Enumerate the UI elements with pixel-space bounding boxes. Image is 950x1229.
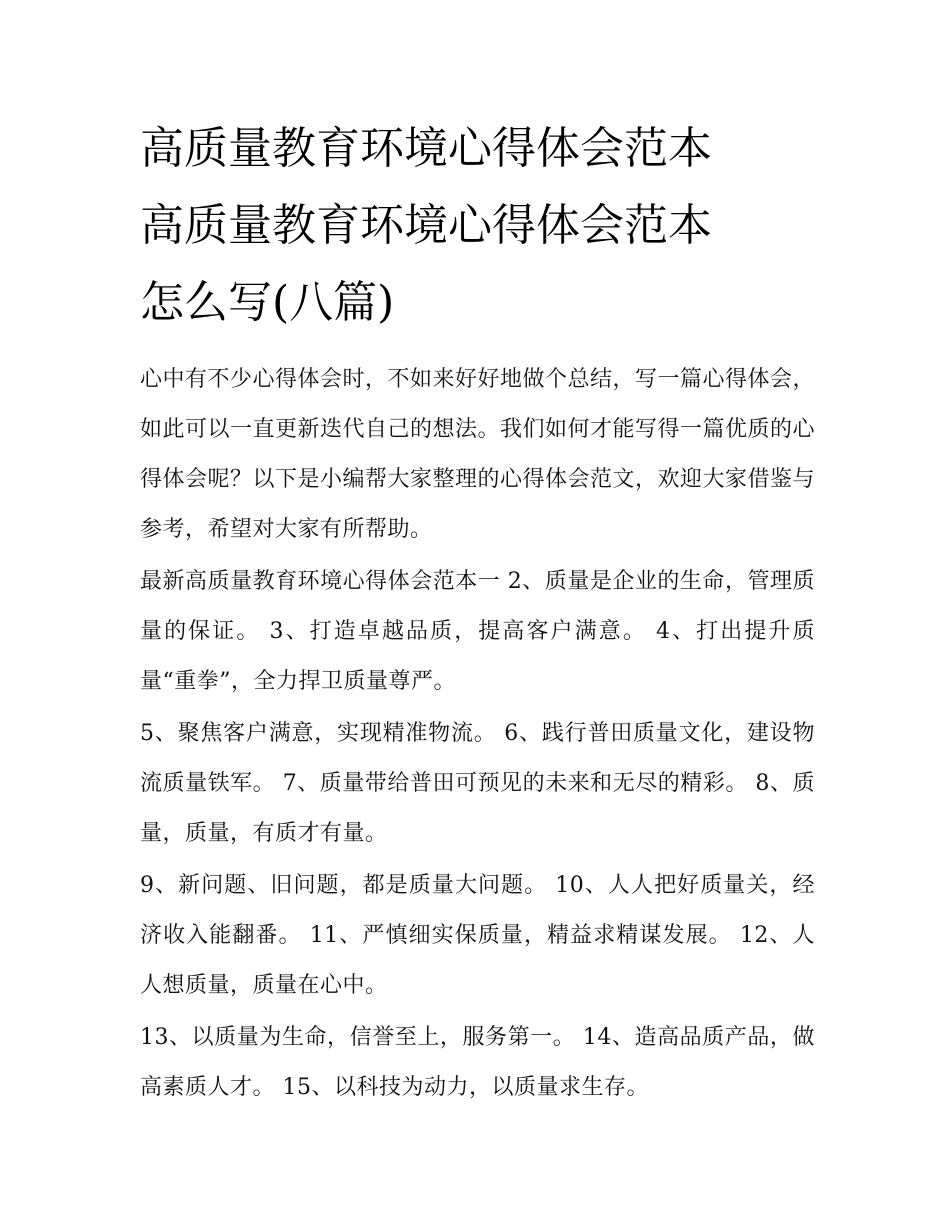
intro-paragraph: 心中有不少心得体会时，不如来好好地做个总结，写一篇心得体会，如此可以一直更新迭代自己的想法。我们如何才能写得一篇优质的心得体会呢？以下是小编帮大家整理的心得体会范文，欢迎大家借鉴与参考，希望对大家有所帮助。 bbox=[140, 367, 816, 542]
body-paragraph-3: 9、新问题、旧问题，都是质量大问题。 10、人人把好质量关，经济收入能翻番。 11、严慎细实保质量，精益求精谋发展。 12、人人想质量，质量在心中。 bbox=[140, 873, 815, 998]
title-line-3: 怎么写(八篇) bbox=[140, 277, 395, 328]
body-paragraph-1: 最新高质量教育环境心得体会范本一 2、质量是企业的生命，管理质量的保证。 3、打造卓越品质，提高客户满意。 4、打出提升质量“重拳”，全力捍卫质量尊严。 bbox=[140, 569, 815, 694]
title-line-1: 高质量教育环境心得体会范本 bbox=[140, 123, 712, 174]
document-page bbox=[140, 110, 815, 1113]
body-paragraph-2: 5、聚焦客户满意，实现精准物流。 6、践行普田质量文化，建设物流质量铁军。 7、质量带给普田可预见的未来和无尽的精彩。 8、质量，质量，有质才有量。 bbox=[140, 721, 815, 846]
body-paragraph-4: 13、以质量为生命，信誉至上，服务第一。 14、造高品质产品，做高素质人才。 15、以科技为动力，以质量求生存。 bbox=[140, 1025, 815, 1100]
document-body bbox=[140, 355, 815, 1113]
title-line-2: 高质量教育环境心得体会范本 bbox=[140, 200, 712, 251]
document-title bbox=[140, 110, 815, 341]
